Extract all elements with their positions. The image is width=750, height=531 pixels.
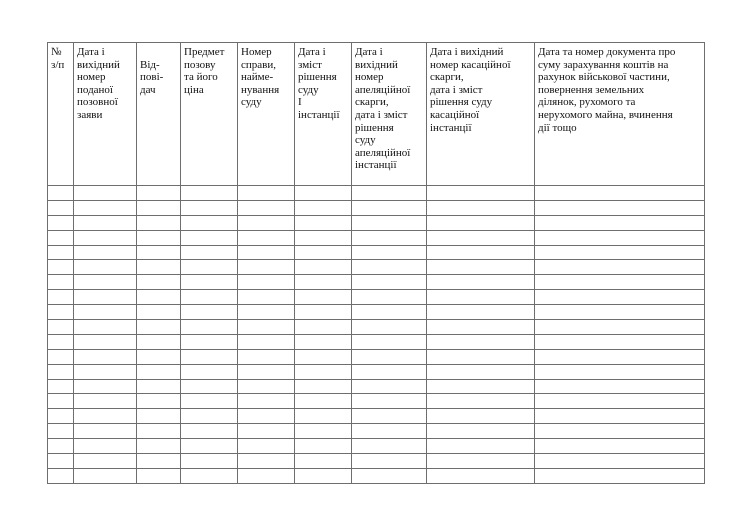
table-cell — [427, 305, 535, 320]
table-cell — [535, 394, 705, 409]
table-cell — [295, 424, 352, 439]
table-cell — [535, 409, 705, 424]
table-cell — [74, 349, 137, 364]
table-cell — [238, 424, 295, 439]
table-row — [48, 468, 705, 483]
table-cell — [48, 424, 74, 439]
table-cell — [74, 334, 137, 349]
table-cell — [74, 468, 137, 483]
table-cell — [181, 379, 238, 394]
table-cell — [238, 468, 295, 483]
table-row — [48, 454, 705, 469]
table-row — [48, 186, 705, 201]
table-cell — [352, 275, 427, 290]
table-cell — [137, 275, 181, 290]
table-cell — [137, 468, 181, 483]
table-cell — [137, 454, 181, 469]
table-cell — [352, 409, 427, 424]
table-row — [48, 349, 705, 364]
table-cell — [427, 409, 535, 424]
table-cell — [535, 364, 705, 379]
table-cell — [427, 290, 535, 305]
table-cell — [295, 186, 352, 201]
table-cell — [48, 439, 74, 454]
table-cell — [295, 468, 352, 483]
table-cell — [238, 215, 295, 230]
table-cell — [535, 245, 705, 260]
table-row — [48, 305, 705, 320]
table-cell — [295, 200, 352, 215]
header-cell-number — [48, 43, 74, 186]
table-cell — [535, 260, 705, 275]
table-cell — [535, 320, 705, 335]
header-label: Номер справи, найме- нування суду — [241, 46, 280, 109]
table-cell — [181, 409, 238, 424]
table-cell — [137, 424, 181, 439]
table-cell — [238, 200, 295, 215]
table-cell — [352, 200, 427, 215]
header-cell-appeal — [352, 43, 427, 186]
table-cell — [238, 245, 295, 260]
table-cell — [48, 468, 74, 483]
table-cell — [74, 364, 137, 379]
table-cell — [535, 275, 705, 290]
table-cell — [427, 439, 535, 454]
table-cell — [295, 454, 352, 469]
table-cell — [295, 305, 352, 320]
table-cell — [48, 200, 74, 215]
table-cell — [74, 394, 137, 409]
table-cell — [74, 275, 137, 290]
table-cell — [48, 334, 74, 349]
table-cell — [181, 245, 238, 260]
table-cell — [74, 379, 137, 394]
table-cell — [48, 394, 74, 409]
table-cell — [48, 454, 74, 469]
table-cell — [352, 439, 427, 454]
table-row — [48, 245, 705, 260]
table-cell — [74, 439, 137, 454]
table-cell — [427, 186, 535, 201]
table-cell — [295, 275, 352, 290]
table-cell — [137, 364, 181, 379]
table-cell — [535, 334, 705, 349]
header-cell-cassation — [427, 43, 535, 186]
table-cell — [137, 394, 181, 409]
table-cell — [48, 305, 74, 320]
court-cases-register-table — [47, 42, 705, 484]
header-label: Дата і вихідний номер поданої позовної заяви — [77, 46, 120, 121]
table-cell — [295, 320, 352, 335]
table-cell — [137, 215, 181, 230]
table-row — [48, 439, 705, 454]
table-cell — [181, 290, 238, 305]
table-cell — [137, 200, 181, 215]
table-cell — [238, 275, 295, 290]
table-cell — [137, 320, 181, 335]
table-cell — [238, 349, 295, 364]
table-cell — [48, 290, 74, 305]
table-row — [48, 320, 705, 335]
table-cell — [137, 409, 181, 424]
table-cell — [427, 260, 535, 275]
table-cell — [427, 320, 535, 335]
table-row — [48, 424, 705, 439]
table-cell — [352, 215, 427, 230]
table-cell — [181, 275, 238, 290]
table-cell — [74, 245, 137, 260]
table-cell — [181, 454, 238, 469]
table-cell — [295, 230, 352, 245]
table-cell — [295, 379, 352, 394]
table-cell — [181, 186, 238, 201]
table-body — [48, 186, 705, 484]
table-row — [48, 215, 705, 230]
table-cell — [427, 230, 535, 245]
table-cell — [535, 215, 705, 230]
table-cell — [238, 454, 295, 469]
table-cell — [48, 379, 74, 394]
table-cell — [74, 320, 137, 335]
table-cell — [181, 334, 238, 349]
header-label: Від- пові- дач — [140, 58, 164, 96]
table-cell — [48, 245, 74, 260]
table-cell — [535, 468, 705, 483]
table-cell — [74, 290, 137, 305]
table-cell — [352, 454, 427, 469]
header-cell-enforcement-document — [535, 43, 705, 186]
table-cell — [352, 468, 427, 483]
table-cell — [295, 245, 352, 260]
table-cell — [181, 424, 238, 439]
table-cell — [137, 230, 181, 245]
table-cell — [352, 394, 427, 409]
table-cell — [295, 260, 352, 275]
header-label: Предмет позову та його ціна — [184, 46, 225, 96]
table-cell — [74, 200, 137, 215]
table-cell — [181, 305, 238, 320]
table-cell — [181, 439, 238, 454]
header-cell-claim-date — [74, 43, 137, 186]
table-row — [48, 290, 705, 305]
table-cell — [352, 364, 427, 379]
table-cell — [427, 245, 535, 260]
table-cell — [238, 364, 295, 379]
table-cell — [427, 364, 535, 379]
header-label: Дата і вихідний номер касаційної скарги, дата і зміст рішення суду касаційної інстанції — [430, 46, 511, 134]
table-cell — [181, 230, 238, 245]
table-cell — [535, 424, 705, 439]
table-cell — [137, 439, 181, 454]
table-cell — [427, 424, 535, 439]
table-cell — [137, 260, 181, 275]
table-row — [48, 260, 705, 275]
table-cell — [352, 260, 427, 275]
table-cell — [352, 305, 427, 320]
table-cell — [238, 305, 295, 320]
table-cell — [427, 200, 535, 215]
table-cell — [352, 334, 427, 349]
header-cell-first-instance — [295, 43, 352, 186]
table-cell — [238, 379, 295, 394]
table-cell — [137, 290, 181, 305]
header-row — [48, 43, 705, 186]
table-cell — [238, 230, 295, 245]
table-cell — [137, 245, 181, 260]
table-cell — [181, 468, 238, 483]
table-cell — [48, 409, 74, 424]
table-cell — [181, 364, 238, 379]
table-cell — [137, 334, 181, 349]
table-cell — [48, 320, 74, 335]
table-cell — [48, 275, 74, 290]
table-cell — [74, 424, 137, 439]
table-cell — [137, 379, 181, 394]
table-cell — [238, 394, 295, 409]
table-cell — [427, 349, 535, 364]
table-cell — [74, 215, 137, 230]
table-cell — [427, 468, 535, 483]
table-cell — [181, 260, 238, 275]
table-cell — [181, 215, 238, 230]
table-row — [48, 364, 705, 379]
table-cell — [295, 334, 352, 349]
table-cell — [352, 245, 427, 260]
table-cell — [48, 215, 74, 230]
table-cell — [295, 394, 352, 409]
table-cell — [238, 290, 295, 305]
table-cell — [48, 230, 74, 245]
table-cell — [295, 349, 352, 364]
table-cell — [74, 230, 137, 245]
table-cell — [48, 186, 74, 201]
table-cell — [238, 409, 295, 424]
table-cell — [295, 364, 352, 379]
table-cell — [352, 424, 427, 439]
header-cell-claim-subject — [181, 43, 238, 186]
table-cell — [535, 454, 705, 469]
table-cell — [74, 409, 137, 424]
header-cell-case-number — [238, 43, 295, 186]
table-cell — [238, 320, 295, 335]
table-cell — [48, 260, 74, 275]
table-row — [48, 275, 705, 290]
table-row — [48, 394, 705, 409]
header-cell-defendant — [137, 43, 181, 186]
table-cell — [181, 320, 238, 335]
table-cell — [74, 454, 137, 469]
table-cell — [238, 260, 295, 275]
table-cell — [352, 379, 427, 394]
table-cell — [352, 186, 427, 201]
header-label: Дата і зміст рішення суду I інстанції — [298, 46, 340, 121]
table-cell — [427, 454, 535, 469]
table-cell — [238, 439, 295, 454]
table-cell — [352, 230, 427, 245]
table-cell — [535, 186, 705, 201]
table-cell — [238, 186, 295, 201]
table-cell — [181, 200, 238, 215]
table-cell — [352, 290, 427, 305]
table-cell — [137, 349, 181, 364]
table-cell — [535, 349, 705, 364]
table-row — [48, 334, 705, 349]
table-cell — [427, 275, 535, 290]
table-cell — [137, 186, 181, 201]
table-cell — [74, 186, 137, 201]
table-cell — [535, 439, 705, 454]
table-cell — [295, 290, 352, 305]
header-label: Дата та номер документа про суму зарахування коштів на рахунок військової частини, повернення земельних ділянок, рухомого та нерухомого майна, вчинення дії тощо — [538, 46, 676, 134]
table-cell — [295, 409, 352, 424]
table-cell — [427, 394, 535, 409]
table-cell — [535, 230, 705, 245]
table-row — [48, 230, 705, 245]
table-cell — [295, 215, 352, 230]
table-cell — [48, 364, 74, 379]
table-cell — [427, 334, 535, 349]
table-cell — [181, 349, 238, 364]
table-cell — [181, 394, 238, 409]
header-label: № з/п — [51, 46, 65, 71]
table-cell — [535, 200, 705, 215]
table-cell — [238, 334, 295, 349]
table-row — [48, 200, 705, 215]
table-cell — [48, 349, 74, 364]
table-cell — [352, 349, 427, 364]
table-cell — [352, 320, 427, 335]
table-cell — [535, 290, 705, 305]
header-label: Дата і вихідний номер апеляційної скарги, дата і зміст рішення суду апеляційної інстанції — [355, 46, 411, 172]
table-cell — [295, 439, 352, 454]
table-cell — [535, 305, 705, 320]
table-row — [48, 409, 705, 424]
table-cell — [74, 305, 137, 320]
table-cell — [427, 215, 535, 230]
table-cell — [535, 379, 705, 394]
table-cell — [137, 305, 181, 320]
table-cell — [74, 260, 137, 275]
table-row — [48, 379, 705, 394]
table-cell — [427, 379, 535, 394]
